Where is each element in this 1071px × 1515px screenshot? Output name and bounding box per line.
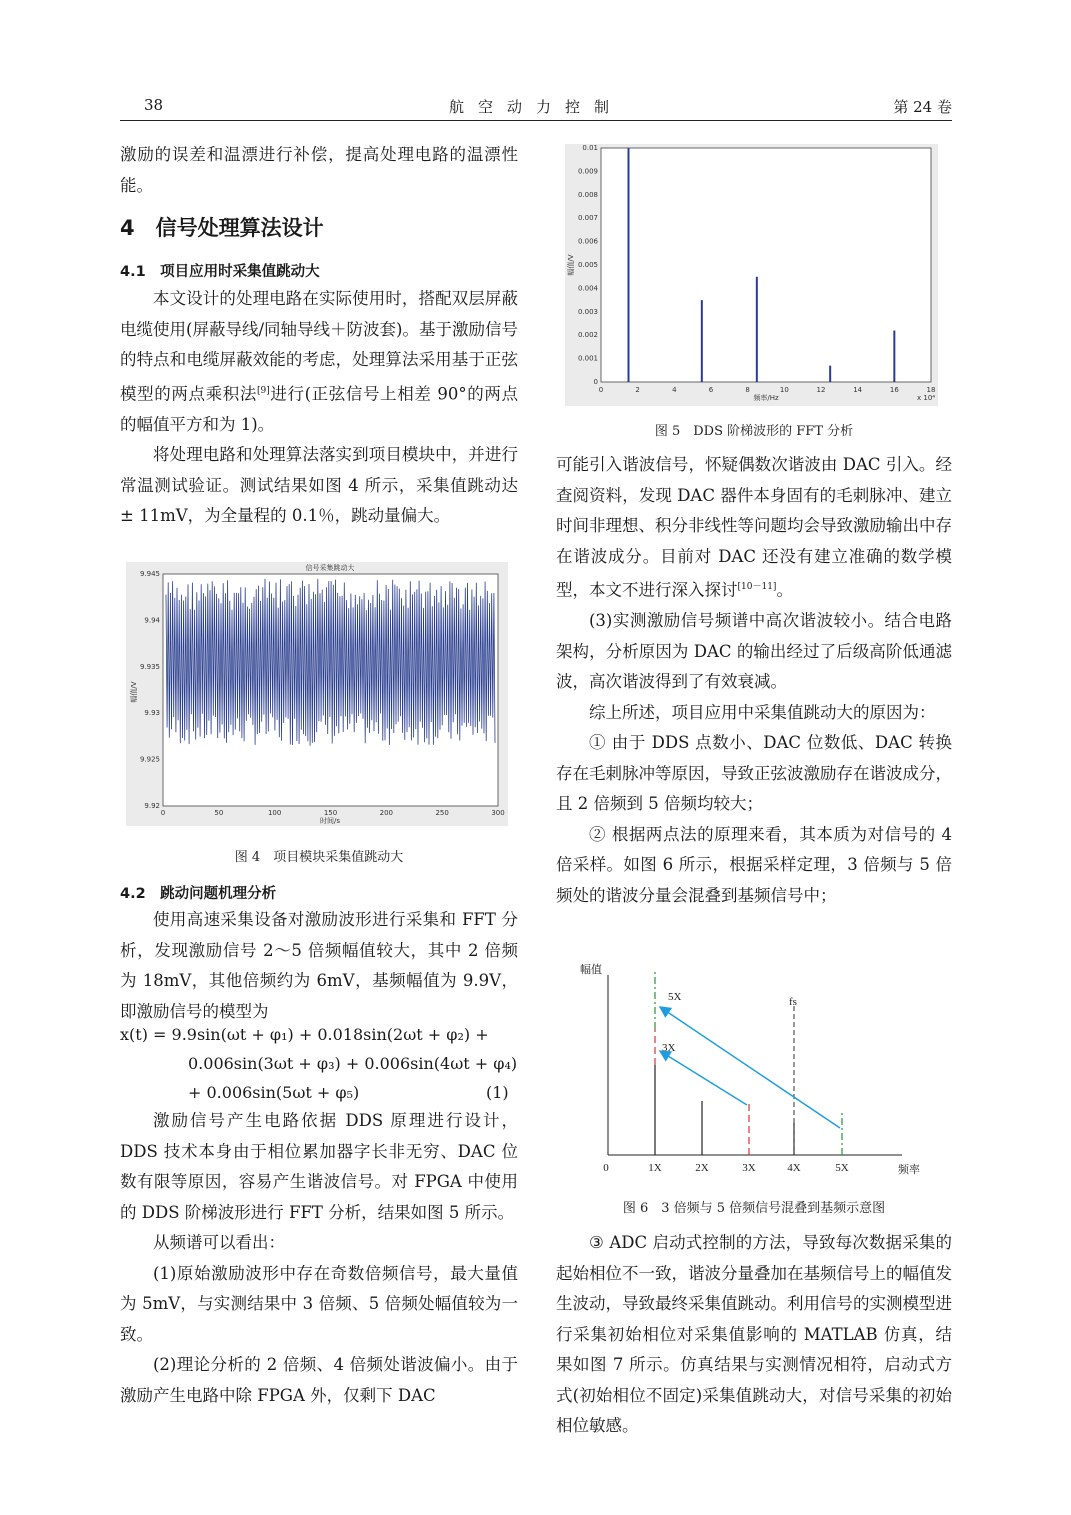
fig4-xtick: 0 [160, 809, 166, 817]
fig5-xtick: 16 [889, 386, 899, 394]
fig5-ytick: 0.004 [577, 284, 598, 293]
fig5-xtick: 6 [708, 386, 714, 394]
fig6-tick-1x: 1X [648, 1162, 662, 1174]
paragraph: 可能引入谐波信号，怀疑偶数次谐波由 DAC 引入。经查阅资料，发现 DAC 器件本身固有的毛刺脉冲、建立时间非理想、积分非线性等问题均会导致激励输出中存在谐波成分。目前对 DAC 还没有建立准确的数学模型，本文不进行深入探讨[10－11]。 [556, 455, 952, 600]
fig4-xtick: 150 [323, 809, 338, 817]
paragraph: 从频谱可以看出： [153, 1233, 285, 1252]
fig6-label-3x: 3X [662, 1042, 676, 1054]
page-number: 38 [144, 96, 164, 114]
fig4-xlabel: 时间/s [319, 817, 341, 825]
fig5-xtick: 18 [926, 386, 936, 394]
fig5-ytick: 0.003 [577, 307, 598, 316]
paragraph: 本文设计的处理电路在实际使用时，搭配双层屏蔽电缆使用(屏蔽导线/同轴导线＋防波套)。基于激励信号的特点和电缆屏蔽效能的考虑，处理算法采用基于正弦模型的两点乘积法[9]进行(正弦信号上相差 90°的两点的幅值平方和为 1)。 [120, 289, 518, 434]
left-continuation [120, 140, 518, 201]
paragraph: (3)实测激励信号频谱中高次谐波较小。结合电路架构，分析原因为 DAC 的输出经过了后级高阶低通滤波，高次谐波得到了有效衰减。 [556, 611, 952, 691]
fig6-fs-label: fs [789, 996, 797, 1008]
fig5-xtick: 10 [779, 386, 789, 394]
fig4-xtick: 300 [491, 809, 505, 817]
right-text-block-2 [556, 1228, 952, 1442]
fig4-title: 信号采集跳动大 [305, 564, 355, 572]
subsection-heading: 4.1 项目应用时采集值跳动大 [120, 264, 320, 280]
fig5-caption: 图 5 DDS 阶梯波形的 FFT 分析 [654, 424, 854, 439]
paragraph: (2)理论分析的 2 倍频、4 倍频处谐波偏小。由于激励产生电路中除 FPGA 外，仅剩下 DAC [120, 1355, 518, 1405]
paragraph: 激励的误差和温漂进行补偿，提高处理电路的温漂性能。 [120, 145, 518, 195]
subsection-heading: 4.2 跳动问题机理分析 [120, 886, 277, 902]
fig6-diagram [572, 955, 942, 1180]
paragraph: ③ ADC 启动式控制的方法，导致每次数据采集的起始相位不一致，谐波分量叠加在基频信号上的幅值发生波动，导致最终采集值跳动。利用信号的实测模型进行采集初始相位对采集值影响的 MATLAB 仿真，结果如图 7 所示。仿真结果与实测情况相符，启动式方式(初始相位不固定)采集值跳动大，对信号采集的初始相位敏感。 [556, 1233, 952, 1435]
fig4-ytick: 9.92 [144, 802, 160, 810]
equation-number: (1) [486, 1083, 509, 1102]
figure-5 [565, 144, 938, 406]
fig6-tick-5x: 5X [835, 1162, 849, 1174]
fig4-xtick: 250 [435, 809, 449, 817]
fig5-xtick: 4 [672, 386, 677, 394]
fig5-ytick: 0.006 [577, 237, 598, 246]
fig6-tick-0: 0 [603, 1162, 609, 1174]
fig5-xtick: 2 [635, 386, 640, 394]
fig5-ytick: 0.007 [577, 214, 598, 223]
fig5-xtick: 12 [816, 386, 826, 394]
fig5-ytick: 0.01 [582, 144, 598, 152]
figure-4 [126, 562, 508, 826]
section-heading: 4 信号处理算法设计 [120, 216, 324, 240]
figure-6 [572, 955, 942, 1180]
fig6-label-5x: 5X [668, 991, 682, 1003]
right-text-block-1 [556, 450, 952, 911]
fig5-chart [565, 144, 938, 406]
fig4-ytick: 9.93 [144, 709, 160, 718]
left-text-block-2 [120, 905, 518, 1027]
fig5-xtick: 0 [598, 386, 604, 394]
fig6-tick-2x: 2X [695, 1162, 709, 1174]
paragraph: 将处理电路和处理算法落实到项目模块中，并进行常温测试验证。测试结果如图 4 所示，采集值跳动达 ± 11mV，为全量程的 0.1％，跳动量偏大。 [120, 445, 518, 525]
fig4-caption: 图 4 项目模块采集值跳动大 [234, 850, 404, 865]
fig5-xtick: 8 [745, 386, 750, 394]
fig4-ylabel: 幅值/V [130, 681, 138, 703]
paragraph: 使用高速采集设备对激励波形进行采集和 FFT 分析，发现激励信号 2～5 倍频幅值较大，其中 2 倍频为 18mV，其他倍频约为 6mV，基频幅值为 9.9V，即激励信号的模型为 [120, 910, 518, 1021]
journal-name: 航空动力控制 [448, 98, 623, 116]
paragraph: (1)原始激励波形中存在奇数倍频信号，最大量值为 5mV，与实测结果中 3 倍频、5 倍频处幅值较为一致。 [120, 1263, 518, 1344]
fig4-chart [126, 562, 508, 826]
fig5-xtick: 14 [853, 386, 863, 394]
paragraph: ① 由于 DDS 点数小、DAC 位数低、DAC 转换存在毛刺脉冲等原因，导致正弦波激励存在谐波成分，且 2 倍频到 5 倍频均较大； [556, 733, 952, 813]
fig6-caption: 图 6 3 倍频与 5 倍频信号混叠到基频示意图 [622, 1201, 886, 1216]
fig6-tick-3x: 3X [742, 1162, 756, 1174]
fig5-xscale: x 10⁴ [917, 394, 936, 402]
fig5-ytick: 0.005 [577, 261, 598, 269]
fig4-xtick: 100 [267, 809, 282, 817]
fig5-ytick: 0 [593, 378, 598, 386]
fig5-ytick: 0.008 [577, 190, 598, 199]
fig4-ytick: 9.94 [144, 616, 160, 625]
fig4-xtick: 50 [214, 809, 224, 817]
fig4-ytick: 9.925 [139, 755, 160, 764]
left-text-block-1 [120, 284, 518, 532]
fig4-ytick: 9.935 [139, 662, 160, 671]
fig6-ylabel: 幅值 [580, 964, 602, 976]
paragraph: 激励信号产生电路依据 DDS 原理进行设计，DDS 技术本身由于相位累加器字长非无穷、DAC 位数有限等原因，容易产生谐波信号。对 FPGA 中使用的 DDS 阶梯波形进行 FFT 分析，结果如图 5 所示。 [120, 1111, 518, 1222]
fig4-ytick: 9.945 [139, 570, 160, 578]
paragraph: ② 根据两点法的原理来看，其本质为对信号的 4 倍采样。如图 6 所示，根据采样定理，3 倍频与 5 倍频处的谐波分量会混叠到基频信号中； [556, 824, 952, 905]
equation-line-1: x(t) = 9.9sin(ωt + φ₁) + 0.018sin(2ωt + φ₂) + [120, 1025, 489, 1044]
equation-line-2: 0.006sin(3ωt + φ₃) + 0.006sin(4ωt + φ₄) [188, 1054, 518, 1073]
fig6-xlabel: 频率 [898, 1164, 920, 1176]
running-header [120, 96, 952, 121]
equation-line-3: + 0.006sin(5ωt + φ₅) [188, 1083, 360, 1102]
fig5-ytick: 0.001 [577, 354, 598, 363]
fig6-arrow-3x [660, 1051, 747, 1105]
fig4-xtick: 200 [379, 809, 394, 817]
paragraph: 综上所述，项目应用中采集值跳动大的原因为： [589, 702, 936, 722]
fig5-ytick: 0.009 [577, 167, 598, 176]
fig6-tick-4x: 4X [787, 1162, 801, 1174]
fig5-xlabel: 频率/Hz [753, 394, 779, 402]
left-text-block-3 [120, 1106, 518, 1411]
fig5-ylabel: 幅值/V [567, 254, 575, 276]
volume-label: 第 24 卷 [893, 98, 952, 116]
fig5-ytick: 0.002 [577, 331, 598, 340]
